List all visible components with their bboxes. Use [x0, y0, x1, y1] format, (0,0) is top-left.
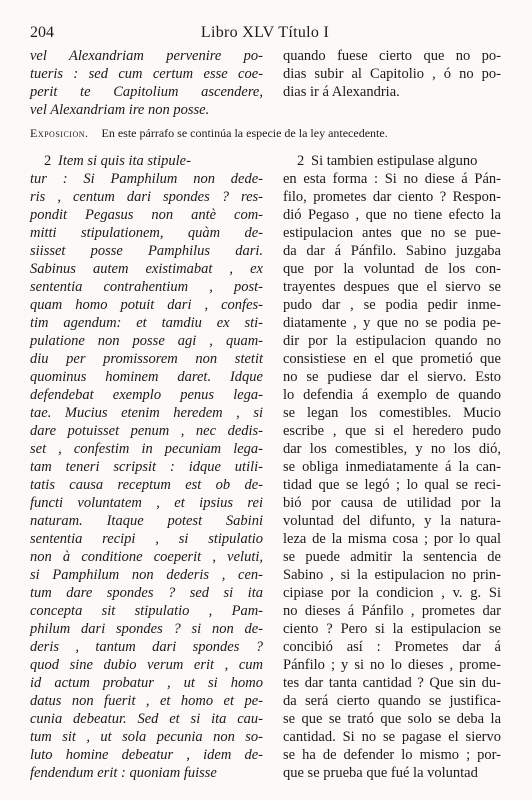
- text-line: deris , tantum dari spondes ?: [30, 639, 263, 655]
- text-line: quominus hominem daret. Idque: [30, 369, 263, 385]
- text-line: ris , centum dari spondes ? res-: [30, 189, 263, 205]
- text-line: se puede admitir la sentencia de: [283, 549, 501, 565]
- text-line: estipulacion antes que no se pue-: [283, 225, 501, 241]
- text-line: Pánfilo ; y si no lo dieses , prome-: [283, 657, 501, 673]
- text-line: perit te Capitolium ascendere,: [30, 84, 263, 100]
- text-line: si Pamphilum non dederis , cen-: [30, 567, 263, 583]
- text-line: sententia contrahentium , post-: [30, 279, 263, 295]
- text-line: mitti stipulationem, quàm de-: [30, 225, 263, 241]
- text-line: que por la voluntad de los con-: [283, 261, 501, 277]
- text-line: cantidad. Si no se pagase el siervo: [283, 729, 501, 745]
- text-line: tam teneri scripsit : idque utili-: [30, 459, 263, 475]
- text-line: trayentes despues que el siervo se: [283, 279, 501, 295]
- text-line: dir por la estipulacion quando no: [283, 333, 501, 349]
- text-line: dar los comestibles, y no los dió,: [283, 441, 501, 457]
- exposicion-note: [30, 126, 502, 141]
- text-line: voluntad del difunto, y la natura-: [283, 513, 501, 529]
- text-line: pondit Pegasus non antè com-: [30, 207, 263, 223]
- text-line: id actum probatur , ut si homo: [30, 675, 263, 691]
- page-header: [30, 24, 500, 48]
- text-line: quod sine dubio verum erit , cum: [30, 657, 263, 673]
- text-line: siisset posse Pamphilus dari.: [30, 243, 263, 259]
- text-line: se obliga inmediatamente á la can-: [283, 459, 501, 475]
- text-line: 2 Si tambien estipulase alguno: [283, 152, 501, 170]
- text-line: concepta sit stipulatio , Pam-: [30, 603, 263, 619]
- text-line: pudo dar , se podia pedir inme-: [283, 297, 501, 313]
- text-line: cunia debeatur. Sed et si ita cau-: [30, 711, 263, 727]
- text-line: dió Pegaso , que no tiene efecto la: [283, 207, 501, 223]
- text-line: consistiese en el que prometió que: [283, 351, 501, 367]
- text-line: tur : Si Pamphilum non dede-: [30, 171, 263, 187]
- text-line: vel Alexandriam ire non posse.: [30, 102, 210, 118]
- text-line: dare potuisset penum , nec dedis-: [30, 423, 263, 439]
- spanish-section-2: [283, 152, 501, 782]
- text-line: non à conditione coeperit , veluti,: [30, 549, 263, 565]
- text-line: tae. Mucius etenim heredem , si: [30, 405, 263, 421]
- text-line: philum dari spondes ? si non de-: [30, 621, 263, 637]
- text-line: sententia recipi , si stipulatio: [30, 531, 263, 547]
- paragraph-number: 2: [297, 153, 305, 169]
- text-line: functi voluntatem , et ipsius rei: [30, 495, 263, 511]
- paragraph-number: 2: [44, 153, 52, 169]
- text-line: da dar á Pánfilo. Sabino juzgaba: [283, 243, 501, 259]
- text-line: naturam. Itaque potest Sabini: [30, 513, 263, 529]
- latin-section-2: [30, 152, 263, 782]
- text-line: Sabinus autem existimabat , ex: [30, 261, 263, 277]
- text-line: tim agendum: et tamdiu ex sti-: [30, 315, 263, 331]
- text-line: tes dar tanta cantidad ? Que sin du-: [283, 675, 501, 691]
- text-line: concibió así : Prometes dar á: [283, 639, 501, 655]
- exposicion-label: Exposicion.: [30, 126, 89, 140]
- text-line: quando fuese cierto que no po-: [283, 48, 501, 64]
- text-line: no se pudiese dar el siervo. Esto: [283, 369, 501, 385]
- text-line: tum dare spondes ? sed si ita: [30, 585, 263, 601]
- text-line: tueris : sed cum certum esse coe-: [30, 66, 263, 82]
- text-line: bió por causa de utilidad por la: [283, 495, 501, 511]
- text-line: en esta forma : Si no diese á Pán-: [283, 171, 501, 187]
- text-line: se legan los comestibles. Mucio: [283, 405, 501, 421]
- latin-top-column: [30, 47, 263, 119]
- text-line: tum sit , ut sola pecunia non so-: [30, 729, 263, 745]
- text-line: diatamente , y que no se podia pe-: [283, 315, 501, 331]
- text-line: quam homo potuit dari , confes-: [30, 297, 263, 313]
- text-line: fendendum erit : quoniam fuisse: [30, 765, 217, 781]
- text-line: dias ir á Alexandria.: [283, 84, 400, 100]
- text-line: ciento ? Pero si la estipulacion se: [283, 621, 501, 637]
- text-line: leza de la misma cosa ; por lo qual: [283, 531, 501, 547]
- text-line: se que se trató que solo se deba la: [283, 711, 501, 727]
- page-number: 204: [30, 24, 54, 41]
- text-line: escribe , que si el heredero pudo: [283, 423, 501, 439]
- text-line: Sabino , si la estipulacion no prin-: [283, 567, 501, 583]
- text-line: defendebat exemplo penus lega-: [30, 387, 263, 403]
- text-line: lo defendia á exemplo de quando: [283, 387, 501, 403]
- text-line: luto homine debeatur , idem de-: [30, 747, 263, 763]
- text-line: 2 Item si quis ita stipule-: [30, 152, 263, 170]
- text-line: da será cierto quando se justifica-: [283, 693, 501, 709]
- exposicion-text: En este párrafo se continúa la especie de la ley antecedente.: [101, 126, 388, 140]
- running-title: Libro XLV Título I: [200, 24, 330, 41]
- text-line: tidad que se legó ; lo qual se reci-: [283, 477, 501, 493]
- spanish-top-column: [283, 47, 501, 101]
- text-line: set , confestim in pecuniam lega-: [30, 441, 263, 457]
- text-line: diu per promissorem non stetit: [30, 351, 263, 367]
- text-line: filo, prometes dar ciento ? Respon-: [283, 189, 501, 205]
- text-line: pulatione non posse agi , quam-: [30, 333, 263, 349]
- text-line: tatis causa receptum est ob de-: [30, 477, 263, 493]
- text-line: cipiase por la condicion , v. g. Si: [283, 585, 501, 601]
- text-line: dias subir al Capitolio , ó no po-: [283, 66, 501, 82]
- text-line: se ha de defender lo mismo ; por-: [283, 747, 501, 763]
- text-line: no dieses á Pánfilo , prometes dar: [283, 603, 501, 619]
- text-line: que se prueba que fué la voluntad: [283, 765, 478, 781]
- text-line: datus non fuerit , et homo et pe-: [30, 693, 263, 709]
- text-line: vel Alexandriam pervenire po-: [30, 48, 263, 64]
